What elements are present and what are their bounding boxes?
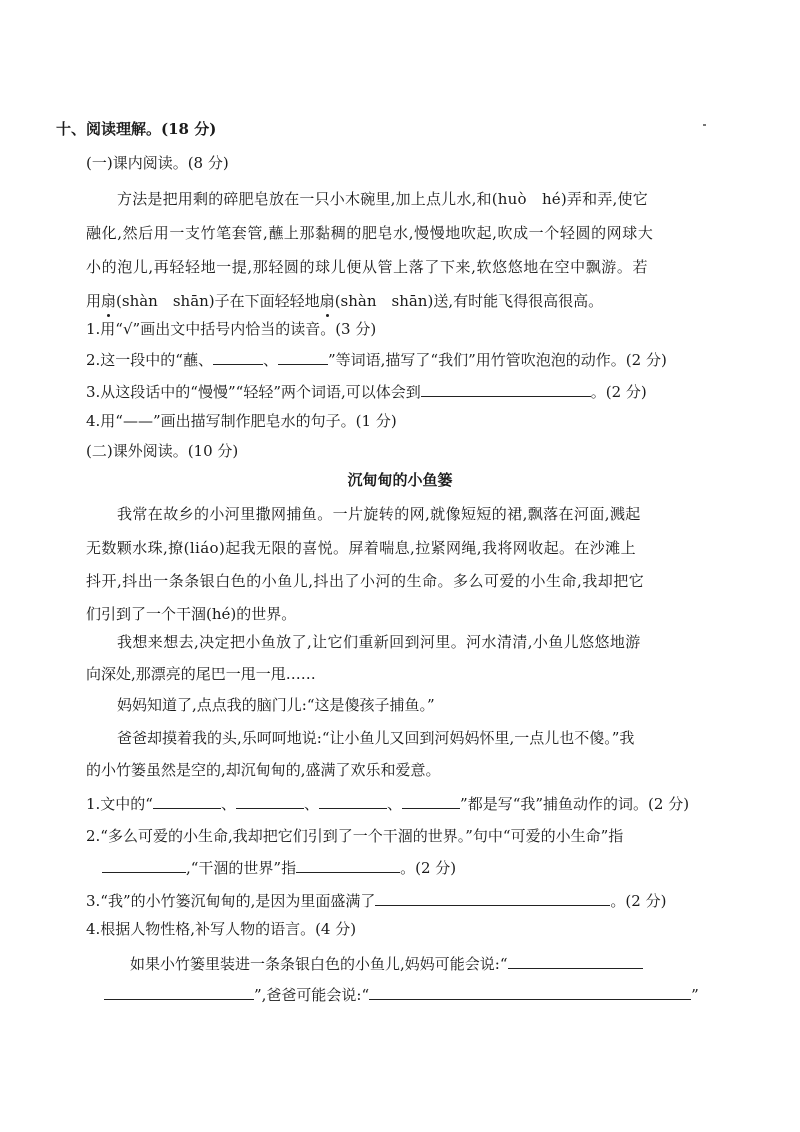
part2-question-2-line1: 2.“多么可爱的小生命,我却把它们引到了一个干涸的世界。”句中“可爱的小生命”指 [86,827,624,845]
part1-question-4: 4.用“——”画出描写制作肥皂水的句子。(1 分) [86,412,397,430]
q4-text-a: 如果小竹篓里装进一条条银白色的小鱼儿,妈妈可能会说:“ [130,955,508,973]
p2q2-text-a: ,“干涸的世界”指 [186,859,297,877]
q4-blank-mom-2[interactable] [104,983,254,1000]
q4-text-b: ”,爸爸可能会说:“ [254,986,370,1004]
para1-line1: 我常在故乡的小河里撒网捕鱼。一片旋转的网,就像短短的裙,飘落在河面,溅起 [117,505,641,523]
p2q1-blank-2[interactable] [236,792,304,809]
para1-line2: 无数颗水珠,撩(liáo)起我无限的喜悦。屏着喘息,拉紧网绳,我将网收起。在沙滩上 [86,539,636,557]
p2q2-text-b: 。(2 分) [400,859,457,877]
article-title: 沉甸甸的小鱼篓 [347,471,453,489]
q2-text-b: 、 [262,351,278,369]
para1-line3: 抖开,抖出一条条银白色的小鱼儿,抖出了小河的生命。多么可爱的小生命,我却把它 [86,572,645,590]
p2q2-blank-1[interactable] [102,856,186,873]
q4-blank-dad[interactable] [369,983,691,1000]
p2q3-blank[interactable] [375,889,610,906]
para4-line2: 的小竹篓虽然是空的,却沉甸甸的,盛满了欢乐和爱意。 [86,761,441,779]
q3-blank[interactable] [421,380,591,397]
q4-prompt-line1 [130,952,643,975]
p2q1-blank-4[interactable] [402,792,460,809]
para2-line2: 向深处,那漂亮的尾巴一甩一甩…… [86,665,316,683]
p2q3-text-a: 3.“我”的小竹篓沉甸甸的,是因为里面盛满了 [86,892,376,910]
p2q3-text-b: 。(2 分) [610,892,667,910]
p2q1-text-d: 、 [387,795,403,813]
q3-text-a: 3.从这段话中的“慢慢”“轻轻”两个词语,可以体会到 [86,383,421,401]
passage1-line4-c: (shàn shān)子在下面轻轻地 [116,292,320,310]
part2-question-3 [86,889,666,912]
section-heading: 十、阅读理解。(18 分) [56,120,217,138]
passage1-line2: 融化,然后用一支竹笔套管,蘸上那黏稠的肥皂水,慢慢地吹起,吹成一个轻圆的网球大 [86,224,654,242]
part2-question-1 [86,792,689,815]
passage1-line1: 方法是把用剩的碎肥皂放在一只小木碗里,加上点儿水,和(huò hé)弄和弄,使它 [117,190,648,208]
p2q1-blank-1[interactable] [153,792,221,809]
part1-question-1: 1.用“√”画出文中括号内恰当的读音。(3 分) [86,320,377,338]
q2-blank-2[interactable] [278,348,328,365]
p2q1-text-e: ”都是写“我”捕鱼动作的词。(2 分) [460,795,690,813]
q3-text-b: 。(2 分) [590,383,647,401]
passage1-line4 [86,290,603,312]
p2q1-text-b: 、 [220,795,236,813]
p2q1-text-c: 、 [304,795,320,813]
q2-text-c: ”等词语,描写了“我们”用竹管吹泡泡的动作。(2 分) [328,351,667,369]
part1-label: (一)课内阅读。(8 分) [86,154,229,172]
part1-question-3 [86,380,647,403]
part2-question-4: 4.根据人物性格,补写人物的语言。(4 分) [86,920,357,938]
p2q1-blank-3[interactable] [319,792,387,809]
para2-line1: 我想来想去,决定把小鱼放了,让它们重新回到河里。河水清清,小鱼儿悠悠地游 [117,633,641,651]
passage1-line3: 小的泡儿,再轻轻地一提,那轻圆的球儿便从管上落了下来,软悠悠地在空中飘游。若 [86,258,649,276]
passage1-line4-a: 用 [86,292,102,310]
q4-blank-mom-1[interactable] [508,952,643,969]
part2-label: (二)课外阅读。(10 分) [86,442,239,460]
p2q1-text-a: 1.文中的“ [86,795,153,813]
dotted-char-shan-1: 扇 [101,292,117,310]
q4-prompt-line2 [104,983,699,1006]
para1-line4: 们引到了一个干涸(hé)的世界。 [86,605,297,623]
para3: 妈妈知道了,点点我的脑门儿:“这是傻孩子捕鱼。” [117,696,435,714]
scan-speck [703,124,706,126]
part2-question-2-line2 [102,856,456,879]
q4-text-c: ” [691,986,699,1004]
p2q2-blank-2[interactable] [296,856,400,873]
q2-text-a: 2.这一段中的“蘸、 [86,351,213,369]
dotted-char-shan-2: 扇 [319,292,335,310]
part1-question-2 [86,348,667,371]
para4-line1: 爸爸却摸着我的头,乐呵呵地说:“让小鱼儿又回到河妈妈怀里,一点儿也不傻。”我 [117,729,635,747]
passage1-line4-e: (shàn shān)送,有时能飞得很高很高。 [334,292,604,310]
q2-blank-1[interactable] [213,348,263,365]
